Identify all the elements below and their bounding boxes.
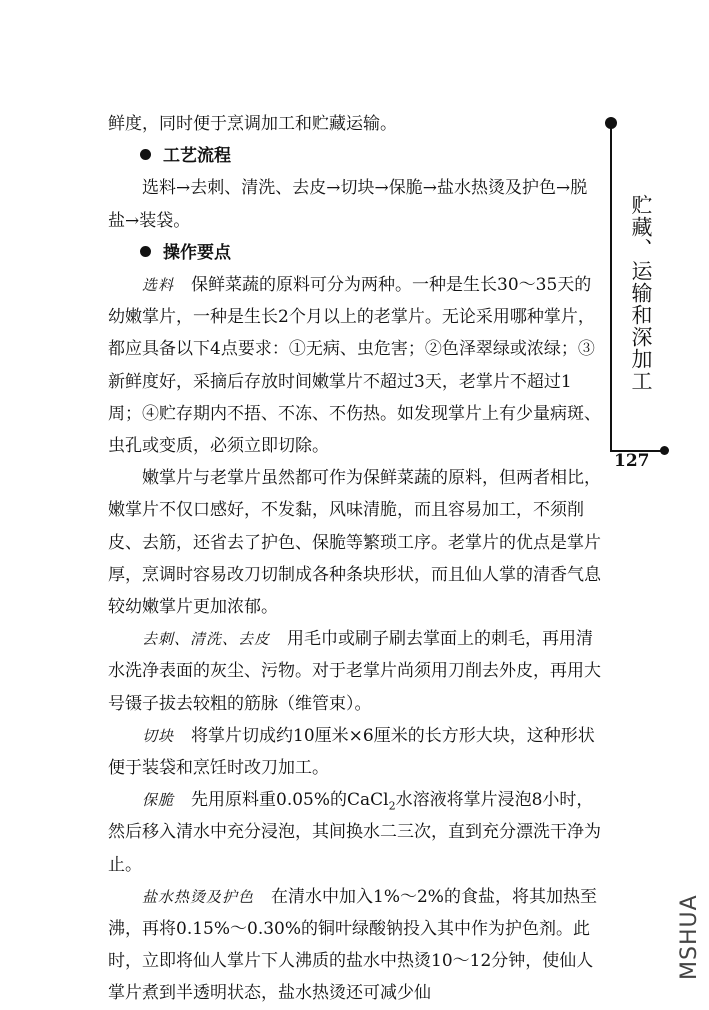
watermark: MSHUA: [677, 894, 702, 981]
section-heading-operations: [108, 237, 602, 269]
paragraph-comparison: 嫩掌片与老掌片虽然都可作为保鲜菜蔬的原料，但两者相比，嫩掌片不仅口感好，不发黏，风味清脆，而且容易加工，不须削皮、去筋，还省去了护色、保脆等繁琐工序。老掌片的优点是掌片厚，烹调时容易改刀切制成各种条块形状，而且仙人掌的清香气息较幼嫩掌片更加浓郁。: [108, 468, 601, 618]
paragraph-text: 保鲜菜蔬的原料可分为两种。一种是生长30～35天的幼嫩掌片，一种是生长2个月以上的老掌片。无论采用哪种掌片，都应具备以下4点要求：①无病、虫危害；②色泽翠绿或浓绿；③新鲜度好，采摘后存放时间嫩掌片不超过3天，老掌片不超过1周；④贮存期内不捂、不冻、不伤热。如发现掌片上有少量病斑、虫孔或变质，必须立即切除。: [108, 275, 601, 457]
paragraph-text: 水溶液将掌片浸泡8小时，然后移入清水中充分浸泡，其间换水二三次，直到充分漂洗干净为止。: [108, 790, 601, 875]
paragraph-lead: 保脆: [142, 791, 175, 810]
paragraph-text: 在清水中加入1%～2%的食盐，将其加热至沸，再将0.15%～0.30%的铜叶绿酸钠投入其中作为护色剂。此时，立即将仙人掌片下人沸质的盐水中热烫10～12分钟，使仙人掌片煮到半透明状态，盐水热烫还可减少仙: [108, 886, 597, 1004]
page-number: 127: [614, 451, 650, 471]
body-text: [108, 108, 602, 1010]
heading-label: 操作要点: [163, 242, 231, 263]
paragraph-lead: 盐水热烫及护色: [142, 887, 255, 906]
paragraph-crisping: [108, 784, 602, 881]
paragraph-lead: 去刺、清洗、去皮: [142, 630, 271, 649]
paragraph-blanching: [108, 881, 602, 1010]
process-flow-text: 选料→去刺、清洗、去皮→切块→保脆→盐水热烫及护色→脱盐→装袋。: [108, 178, 588, 231]
paragraph-spine-removal: [108, 623, 602, 720]
paragraph-text: 先用原料重0.05%的CaCl: [191, 790, 389, 811]
sidebar-end-dot-icon: [660, 446, 669, 455]
paragraph-lead: 选料: [142, 276, 175, 295]
heading-label: 工艺流程: [163, 146, 231, 167]
paragraph-text: 将掌片切成约10厘米×6厘米的长方形大块，这种形状便于装袋和烹饪时改刀加工。: [108, 725, 595, 779]
bullet-icon: [140, 246, 151, 257]
paragraph-continuation: 鲜度，同时便于烹调加工和贮藏运输。: [108, 114, 397, 134]
paragraph-cutting: [108, 720, 602, 784]
paragraph-lead: 切块: [142, 726, 175, 745]
bullet-icon: [140, 149, 151, 160]
sidebar-rule: [610, 124, 612, 450]
paragraph-text: 用毛巾或刷子刷去掌面上的刺毛，再用清水洗净表面的灰尘、污物。对于老掌片尚须用刀削去外皮，再用大号镊子拔去较粗的筋脉（维管束）。: [108, 629, 601, 714]
chapter-title: 贮藏、运输和深加工: [629, 194, 653, 392]
subscript: 2: [388, 799, 396, 813]
paragraph-selection: [108, 269, 602, 462]
section-heading-process: [108, 140, 602, 172]
